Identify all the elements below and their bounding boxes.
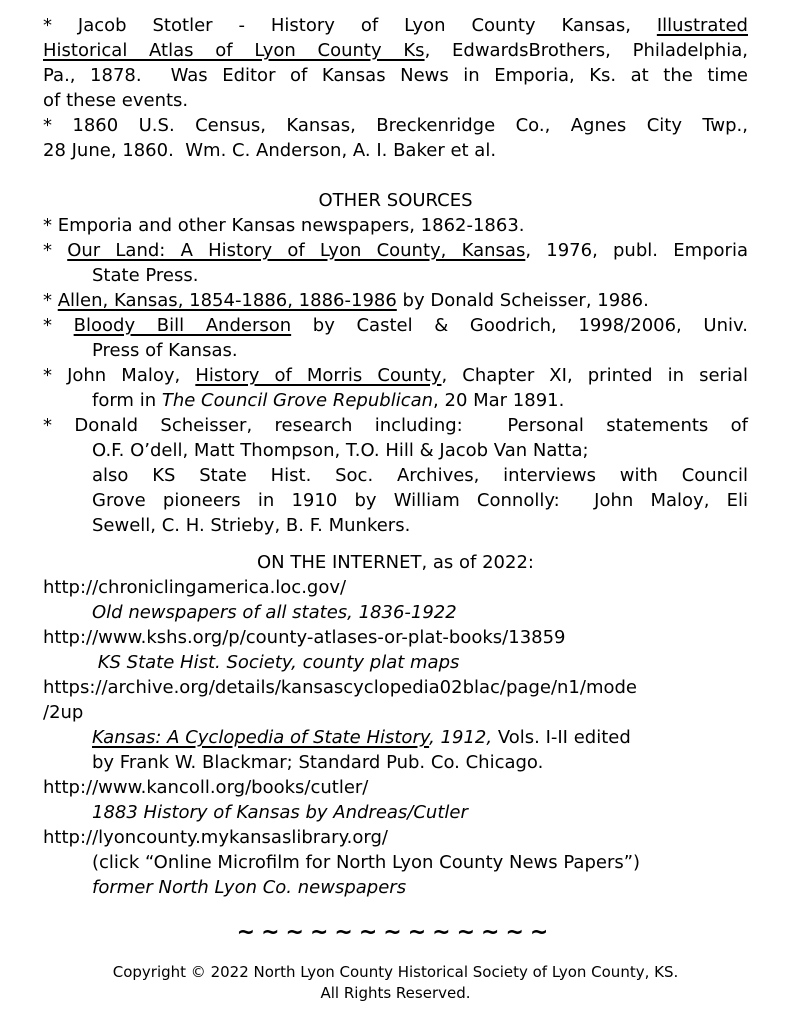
text-run: KS State Hist. Society, county plat maps: [92, 652, 460, 673]
text-run: form in: [92, 390, 162, 411]
text-run: * John Maloy,: [43, 365, 196, 386]
text-run: of these events.: [43, 90, 189, 111]
blank-line: [43, 163, 748, 188]
text-run: , 1976, publ. Emporia: [525, 240, 748, 261]
text-run: http://lyoncounty.mykansaslibrary.org/: [43, 827, 388, 848]
text-run: https://archive.org/details/kansascyclopedia02blac/page/n1/mode: [43, 677, 637, 698]
text-run: History of Morris County: [195, 365, 442, 386]
text-run: State Press.: [92, 265, 199, 286]
source-scheisser-line-3: [92, 463, 748, 488]
text-run: *: [43, 240, 68, 261]
source-jacob-stotler-line-3: [43, 63, 748, 88]
url-note-archive-line-1: [92, 725, 748, 750]
source-scheisser-line-4: [92, 488, 748, 513]
heading-on-the-internet: [43, 550, 748, 575]
source-census-line-2: [43, 138, 748, 163]
source-jacob-stotler-line-1: [43, 13, 748, 38]
source-census-line-1: [43, 113, 748, 138]
text-run: Sewell, C. H. Strieby, B. F. Munkers.: [92, 515, 411, 536]
text-run: Bloody Bill Anderson: [73, 315, 292, 336]
text-run: *: [43, 290, 58, 311]
source-scheisser-line-2: [92, 438, 748, 463]
source-scheisser-line-5: [92, 513, 748, 538]
text-run: 28 June, 1860. Wm. C. Anderson, A. I. Baker et al.: [43, 140, 497, 161]
text-run: former North Lyon Co. newspapers: [92, 877, 407, 898]
tilde-divider: ~~~~~~~~~~~~~: [236, 920, 555, 945]
text-run: Illustrated: [656, 15, 748, 36]
url-note-lyoncounty-line-2: [92, 875, 748, 900]
text-run: , EdwardsBrothers, Philadelphia,: [424, 40, 748, 61]
text-run: (click “Online Microfilm for North Lyon County News Papers”): [92, 852, 641, 873]
text-run: Kansas: A Cyclopedia of State History: [92, 727, 430, 748]
source-allen-kansas: [43, 288, 748, 313]
text-run: http://www.kancoll.org/books/cutler/: [43, 777, 369, 798]
copyright-text: Copyright © 2022 North Lyon County Historical Society of Lyon County, KS.: [112, 963, 679, 981]
text-run: *: [43, 315, 74, 336]
text-run: , 1912,: [429, 727, 493, 748]
source-our-land-line-2: [92, 263, 748, 288]
text-run: * Donald Scheisser, research including: Personal statements of: [43, 415, 748, 436]
url-kancoll: [43, 775, 748, 800]
source-john-maloy-line-2: [92, 388, 748, 413]
text-run: * Jacob Stotler - History of Lyon County Kansas,: [43, 15, 657, 36]
text-run: OTHER SOURCES: [318, 190, 473, 211]
source-john-maloy-line-1: [43, 363, 748, 388]
text-run: , 20 Mar 1891.: [433, 390, 565, 411]
source-newspapers: [43, 213, 748, 238]
url-archive-line-2: [43, 700, 748, 725]
text-run: Grove pioneers in 1910 by William Connolly: John Maloy, Eli: [92, 490, 748, 511]
url-note-lyoncounty-line-1: [92, 850, 748, 875]
page-footer: [43, 962, 748, 1004]
text-run: Our Land: A History of Lyon County, Kansas: [67, 240, 526, 261]
text-run: by Castel & Goodrich, 1998/2006, Univ.: [291, 315, 748, 336]
text-run: * 1860 U.S. Census, Kansas, Breckenridge Co., Agnes City Twp.,: [43, 115, 748, 136]
source-bloody-bill-line-1: [43, 313, 748, 338]
source-scheisser-line-1: [43, 413, 748, 438]
text-run: by Frank W. Blackmar; Standard Pub. Co. Chicago.: [92, 752, 544, 773]
url-kshs: [43, 625, 748, 650]
text-run: http://www.kshs.org/p/county-atlases-or-plat-books/13859: [43, 627, 566, 648]
text-run: 1883 History of Kansas by Andreas/Cutler: [92, 802, 468, 823]
rights-text: All Rights Reserved.: [320, 984, 471, 1002]
text-run: Pa., 1878. Was Editor of Kansas News in Emporia, Ks. at the time: [43, 65, 748, 86]
text-run: Vols. I-II edited: [492, 727, 631, 748]
text-run: also KS State Hist. Soc. Archives, interviews with Council: [92, 465, 748, 486]
source-jacob-stotler-line-2: [43, 38, 748, 63]
text-run: The Council Grove Republican: [161, 390, 434, 411]
url-archive-line-1: [43, 675, 748, 700]
text-run: /2up: [43, 702, 84, 723]
source-our-land-line-1: [43, 238, 748, 263]
url-note-kshs: [92, 650, 748, 675]
heading-other-sources: [43, 188, 748, 213]
text-run: O.F. O’dell, Matt Thompson, T.O. Hill & Jacob Van Natta;: [92, 440, 589, 461]
url-lyoncounty: [43, 825, 748, 850]
text-run: * Emporia and other Kansas newspapers, 1862-1863.: [43, 215, 525, 236]
source-jacob-stotler-line-4: [43, 88, 748, 113]
text-run: Old newspapers of all states, 1836-1922: [92, 602, 457, 623]
sources-text-block: [43, 13, 748, 900]
url-note-archive-line-2: [92, 750, 748, 775]
text-run: http://chroniclingamerica.loc.gov/: [43, 577, 347, 598]
text-run: ON THE INTERNET, as of 2022:: [257, 552, 534, 573]
source-bloody-bill-line-2: [92, 338, 748, 363]
text-run: , Chapter XI, printed in serial: [441, 365, 748, 386]
text-run: Allen, Kansas, 1854-1886, 1886-1986: [57, 290, 397, 311]
url-note-chroniclingamerica: [92, 600, 748, 625]
text-run: by Donald Scheisser, 1986.: [396, 290, 649, 311]
url-note-kancoll: [92, 800, 748, 825]
text-run: Historical Atlas of Lyon County Ks: [43, 40, 425, 61]
text-run: Press of Kansas.: [92, 340, 238, 361]
url-chroniclingamerica: [43, 575, 748, 600]
